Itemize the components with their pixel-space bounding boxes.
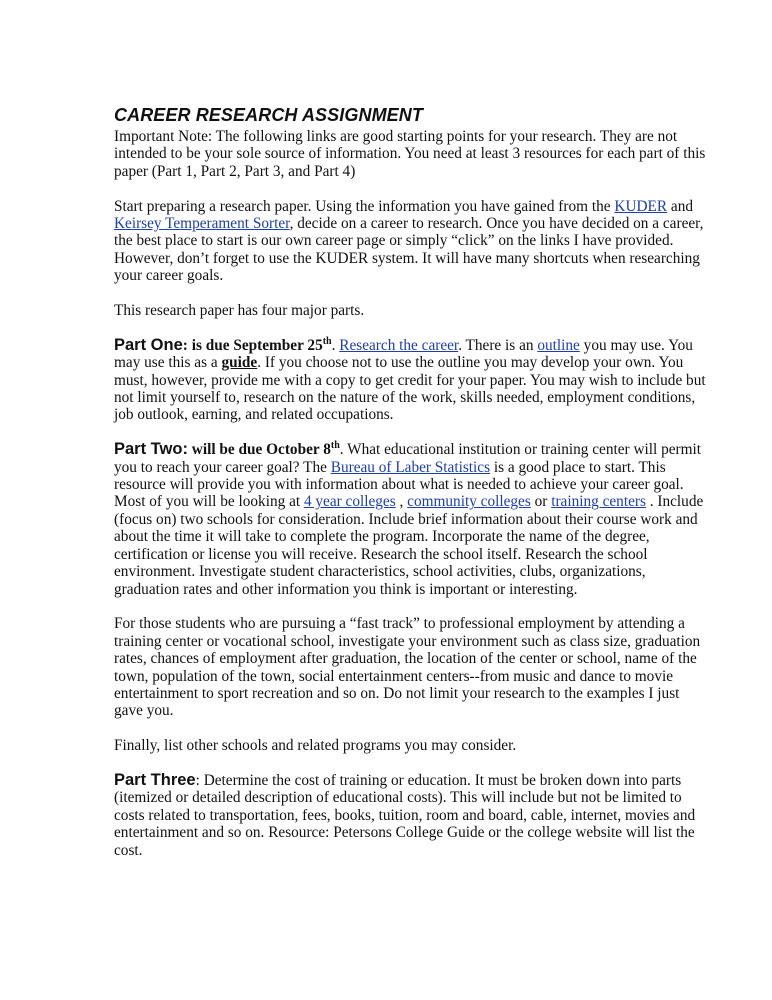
research-career-link[interactable]: Research the career xyxy=(339,336,459,354)
part-two-text-4: or xyxy=(530,493,552,511)
part-two-text-3: , xyxy=(395,493,408,511)
four-parts-text: This research paper has four major parts. xyxy=(114,302,365,320)
training-centers-link[interactable]: training centers xyxy=(551,493,646,511)
community-colleges-link[interactable]: community colleges xyxy=(407,493,531,511)
four-parts-paragraph xyxy=(114,302,712,319)
part-one-text-2: . There is an xyxy=(458,336,538,354)
intro-text-2: and xyxy=(667,197,694,215)
bureau-labor-statistics-link[interactable]: Bureau of Laber Statistics xyxy=(330,458,491,476)
important-note xyxy=(114,128,712,180)
part-two-label: Part Two: xyxy=(114,440,188,459)
fast-track-text: For those students who are pursuing a “fast track” to professional employment by attending a training center or vocational school, investigate your environment such as class size, graduation rates, chances of employment after graduation, the location of the center or school, name of the town, population of the town, social entertainment centers--from music and dance to movie entertainment to sport recreation and so on. Do not limit your research to the examples I just gave you. xyxy=(114,615,701,720)
part-two-paragraph xyxy=(114,441,712,598)
important-note-text: Important Note: The following links are good starting points for your research. They are not intended to be your sole source of information. You need at least 3 resources for each part of this paper (Part 1, Part 2, Part 3, and Part 4) xyxy=(114,128,706,180)
guide-emphasis: guide xyxy=(221,354,258,372)
four-year-colleges-link[interactable]: 4 year colleges xyxy=(303,493,396,511)
intro-text-1: Start preparing a research paper. Using the information you have gained from the xyxy=(114,197,615,215)
part-three-label: Part Three xyxy=(114,770,196,789)
fast-track-paragraph xyxy=(114,615,712,719)
part-one-due-sup: th xyxy=(322,335,332,347)
outline-link[interactable]: outline xyxy=(537,336,580,354)
part-three-paragraph xyxy=(114,772,712,859)
part-one-text-1: . xyxy=(331,336,340,354)
part-two-text-5: . Include (focus on) two schools for consideration. Include brief information about their course work and about the time it will take to complete the program. Incorporate the name of the degree, certification or license you will receive. Research the school itself. Research the school environment. Investigate student characteristics, school activities, clubs, organizations, graduation rates and other information you think is important or interesting. xyxy=(114,493,704,598)
kuder-link[interactable]: KUDER xyxy=(614,197,668,215)
page-title: CAREER RESEARCH ASSIGNMENT xyxy=(114,105,423,125)
finally-text: Finally, list other schools and related programs you may consider. xyxy=(114,737,517,755)
part-two-text-1: . What educational institution or training center will permit you to reach your career goal? The xyxy=(114,441,702,476)
part-one-text-4: . If you choose not to use the outline you may develop your own. You must, however, provide me with a copy to get credit for your paper. You may wish to include but not limit yourself to, research on the nature of the work, skills needed, employment conditions, job outlook, earning, and related occupations. xyxy=(114,354,706,424)
part-one-label: Part One xyxy=(114,335,183,354)
part-two-text-2: is a good place to start. This resource will provide you with information about what is needed to achieve your career goal. Most of you will be looking at xyxy=(114,458,684,511)
keirsey-link[interactable]: Keirsey Temperament Sorter xyxy=(114,215,290,233)
part-one-text-3: you may use. You may use this as a xyxy=(114,336,693,372)
part-two-due-sup: th xyxy=(330,440,340,452)
part-one-paragraph xyxy=(114,337,712,424)
intro-paragraph xyxy=(114,198,712,285)
finally-paragraph xyxy=(114,737,712,754)
part-three-text-1: : Determine the cost of training or education. It must be broken down into parts (itemized or detailed description of educational costs). This will include but not be limited to costs related to transportation, fees, books, tuition, room and board, cable, internet, movies and entertainment and so on. Resource: Petersons College Guide or the college website will list the cost. xyxy=(114,771,696,859)
part-one-due: : is due September 25 xyxy=(182,336,323,354)
intro-text-3: , decide on a career to research. Once you have decided on a career, the best place to start is our own career page or simply “click” on the links I have provided. However, don’t forget to use the KUDER system. It will have many shortcuts when researching your career goals. xyxy=(114,215,704,285)
part-two-due: will be due October 8 xyxy=(187,441,331,459)
